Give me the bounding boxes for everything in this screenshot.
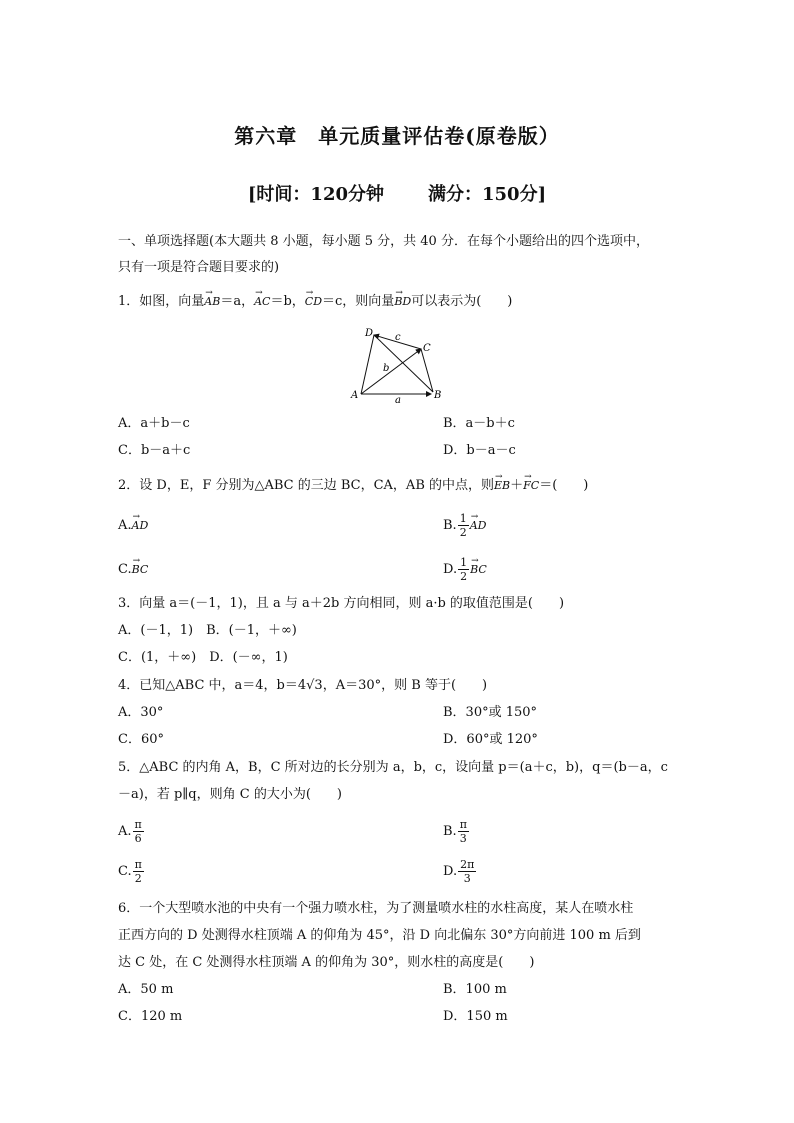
- question-5-stem-line2: －a)，若 p∥q，则角 C 的大小为( ): [118, 787, 342, 802]
- q4-option-d[interactable]: D．60°或 120°: [443, 732, 538, 747]
- question-3-stem: 3．向量 a＝(－1，1)，且 a 与 a＋2b 方向相同，则 a·b 的取值范围是( ): [118, 596, 565, 611]
- q4-option-c[interactable]: C．60°: [118, 732, 164, 747]
- q2-option-d[interactable]: D. $\frac{1}{2}$ → BC: [443, 556, 487, 583]
- q2-option-b[interactable]: B. $\frac{1}{2}$ → AD: [443, 512, 486, 539]
- question-6-stem-line1: 6．一个大型喷水池的中央有一个强力喷水柱，为了测量喷水柱的水柱高度，某人在喷水柱: [118, 901, 634, 916]
- q5-option-b[interactable]: B. $\frac{\pi}{3}$: [443, 818, 467, 845]
- vector-ac: → AC: [254, 292, 270, 312]
- q6-option-d[interactable]: D．150 m: [443, 1009, 508, 1024]
- label-side-b: b: [383, 363, 390, 374]
- vector-cd: → CD: [305, 292, 322, 312]
- q3-options-row1[interactable]: A．(－1，1) B．(－1，＋∞): [118, 623, 297, 638]
- question-1-stem: 1．如图，向量→ AB＝a，→ AC＝b，→ CD＝c，则向量→ BD可以表示为( ): [118, 292, 512, 312]
- exam-info: [0, 180, 794, 206]
- q4-option-a[interactable]: A．30°: [118, 705, 164, 720]
- q1-option-b[interactable]: B．a－b＋c: [443, 416, 515, 431]
- q3-options-row2[interactable]: C．(1，＋∞) D．(－∞，1): [118, 650, 288, 665]
- label-d: D: [365, 328, 374, 339]
- q6-option-a[interactable]: A．50 m: [118, 982, 174, 997]
- q5-option-c[interactable]: C. $\frac{\pi}{2}$: [118, 858, 142, 885]
- question-6-stem-line2: 正西方向的 D 处测得水柱顶端 A 的仰角为 45°，沿 D 向北偏东 30°方向前进 100 m 后到: [118, 928, 641, 943]
- label-c: C: [423, 343, 431, 354]
- quadrilateral-figure: [345, 325, 455, 405]
- vector-ab: → AB: [204, 292, 220, 312]
- section-heading-line1: 一、单项选择题(本大题共 8 小题，每小题 5 分，共 40 分．在每个小题给出的四个选项中，: [118, 234, 649, 249]
- time-limit: [时间：120分钟: [247, 184, 384, 205]
- q5-option-d[interactable]: D. $\frac{2\pi}{3}$: [443, 858, 475, 885]
- q1-option-d[interactable]: D．b－a－c: [443, 443, 516, 458]
- label-side-c: c: [395, 332, 401, 343]
- vector-fc: → FC: [523, 476, 539, 496]
- label-side-a: a: [395, 395, 401, 405]
- q2-option-c[interactable]: C. → BC: [118, 560, 148, 580]
- q5-option-a[interactable]: A. $\frac{\pi}{6}$: [118, 818, 142, 845]
- question-5-stem-line1: 5．△ABC 的内角 A，B，C 所对边的长分别为 a，b，c，设向量 p＝(a＋c，b)，q＝(b－a，c: [118, 760, 668, 775]
- label-a: A: [351, 390, 359, 401]
- q6-option-c[interactable]: C．120 m: [118, 1009, 183, 1024]
- q2-option-a[interactable]: A. → AD: [118, 516, 148, 536]
- section-heading-line2: 只有一项是符合题目要求的): [118, 260, 280, 275]
- page-title: 第六章 单元质量评估卷(原卷版）: [234, 124, 560, 148]
- q1-option-a[interactable]: A．a＋b－c: [118, 416, 190, 431]
- q6-option-b[interactable]: B．100 m: [443, 982, 507, 997]
- question-4-stem: 4．已知△ABC 中，a＝4，b＝4√3，A＝30°，则 B 等于( ): [118, 678, 488, 693]
- vector-eb: → EB: [494, 476, 510, 496]
- vector-bd: → BD: [394, 292, 411, 312]
- label-b: B: [434, 390, 442, 401]
- question-6-stem-line3: 达 C 处，在 C 处测得水柱顶端 A 的仰角为 30°，则水柱的高度是( ): [118, 955, 535, 970]
- question-2-stem: 2．设 D，E，F 分别为△ABC 的三边 BC，CA，AB 的中点，则→ EB＋→ FC＝( ): [118, 476, 588, 496]
- q4-option-b[interactable]: B．30°或 150°: [443, 705, 538, 720]
- q1-option-c[interactable]: C．b－a＋c: [118, 443, 191, 458]
- full-score: 满分：150分]: [428, 184, 547, 205]
